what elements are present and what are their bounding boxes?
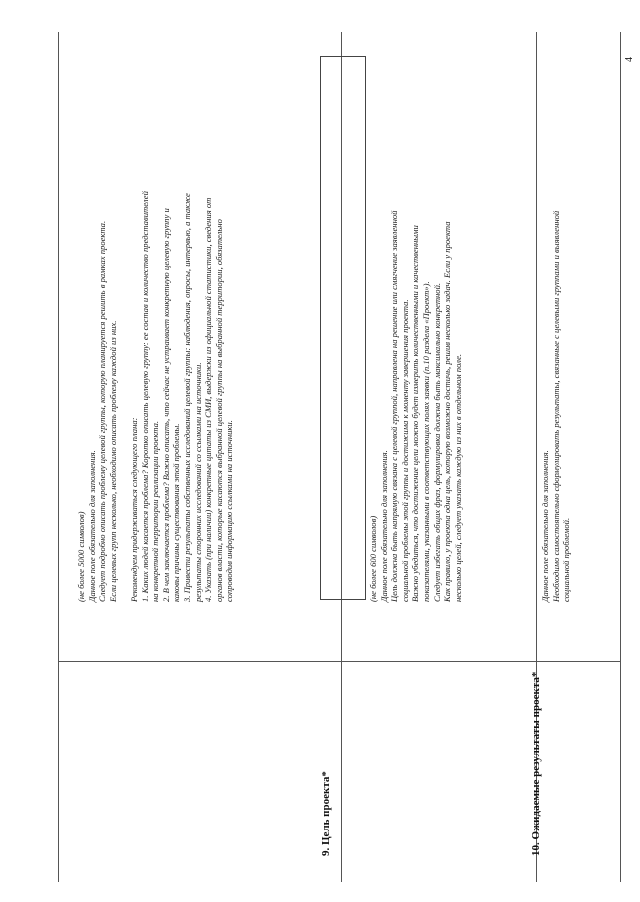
- text-line: Цель должна быть напрямую связана с целевой группой, направлена на решение или смягчение заявленной: [389, 210, 400, 602]
- text-line: Данное поле обязательно для заполнения.: [540, 450, 550, 602]
- text-line: 1. Каких людей касается проблема? Коротко описать целевую группу: ее состав и количество представителей: [139, 191, 150, 602]
- text-line: (не более 600 символов): [368, 515, 378, 602]
- text-line: сопроводив информацию ссылками на источники.: [224, 420, 235, 602]
- text-line: (не более 5000 символов): [76, 511, 86, 602]
- text-line: Данное поле обязательно для заполнения.: [86, 450, 97, 602]
- text-line: Как правило, у проекта одна цель, которую возможно достичь, решив несколько задач. Если у проекта: [442, 221, 453, 602]
- text-line: Данное поле обязательно для заполнения.: [378, 450, 389, 602]
- goal-input-box[interactable]: [320, 56, 366, 600]
- section10-description: [540, 32, 572, 602]
- text-line: 3. Привести результаты собственных исследований целевой группы: наблюдения, опросы, интервью, а также: [181, 193, 192, 602]
- text-line: [118, 32, 129, 602]
- page-number: 4: [624, 57, 635, 62]
- section9-description: [368, 32, 463, 602]
- text-line: Если целевых групп несколько, необходимо описать проблему каждой из них.: [107, 320, 118, 602]
- text-line: 2. В чем заключается проблема? Важно описать, что сейчас не устраивает конкретную целевую группу и: [160, 208, 171, 602]
- text-line: Следует подробно описать проблему целевой группы, которую планируется решить в рамках проекта.: [97, 220, 108, 602]
- text-line: Следует избегать общих фраз, формулировка должна быть максимально конкретной.: [431, 282, 442, 602]
- column-divider: [58, 661, 620, 662]
- text-line: результаты сторонних исследований со ссылками на источники.: [192, 362, 203, 602]
- bottom-rule: [620, 32, 621, 882]
- text-line: каковы причины существования этой проблемы.: [171, 423, 182, 602]
- text-line: социальной проблемы этой группы и достижима к моменту завершения проекта.: [399, 299, 410, 602]
- text-line: несколько целей, следует указать каждую из них в отдельном поле.: [452, 353, 463, 602]
- text-line: Важно убедиться, что достижение цели можно будет измерить количественными и качественными: [410, 225, 421, 602]
- text-line: показателями, указанными в соответствующих полях заявки (п.10 раздела «Проект»).: [420, 281, 431, 602]
- section10-title: 10. Ожидаемые результаты проекта*: [530, 671, 542, 856]
- section8-description: [76, 32, 235, 602]
- section9-title: 9. Цель проекта*: [320, 771, 332, 856]
- text-line: 4. Указать (при наличии) конкретные цитаты из СМИ, выдержки из официальной статистики, сведения от: [203, 197, 214, 602]
- text-line: Необходимо самостоятельно сформулировать результаты, связанные с целевыми группами и выявленной: [550, 210, 561, 602]
- top-rule: [58, 32, 59, 882]
- text-line: на конкретной территории реализации проекта.: [150, 420, 161, 602]
- text-line: Рекомендуем придерживаться следующего плана:: [128, 417, 139, 602]
- text-line: органов власти, которые касаются выбранной целевой группы на выбранной территории, обязательно: [213, 219, 224, 602]
- text-line: социальной проблемой.: [561, 517, 572, 602]
